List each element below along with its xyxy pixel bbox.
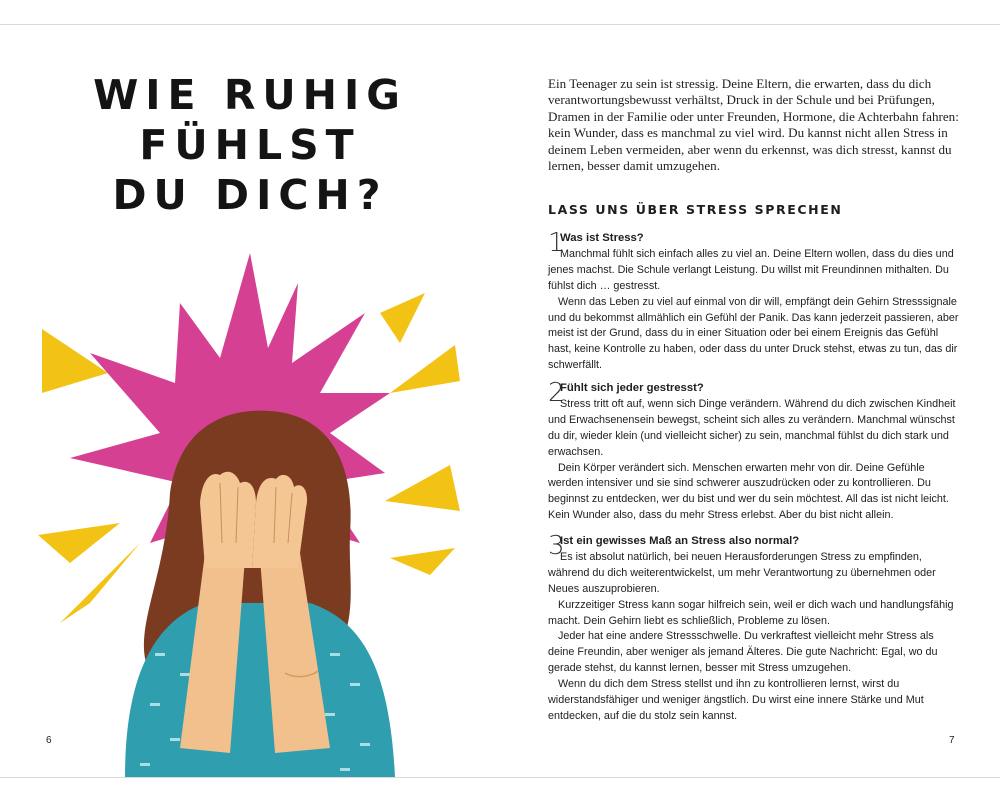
intro-paragraph: Ein Teenager zu sein ist stressig. Deine Eltern, die erwarten, dass du dich verantwortungsbewusst verhältst, Druck in der Schule und bei Prüfungen, Dramen in der Familie oder unter Freunden, Hormone, die Achterbahn fahren: kein Wunder, dass es manchmal zu viel wird. Du kannst nicht allen Stress in deinem Leben vermeiden, aber wenn du erkennst, was dich stresst, kannst du lernen, besser damit umzugehen. <box>548 76 959 174</box>
question-paragraph: Manchmal fühlt sich einfach alles zu viel an. Deine Eltern wollen, dass du dies und jenes machst. Die Schule verlangt Leistung. Du willst mit Freundinnen mithalten. Du fühlst dich … gestresst. <box>548 247 954 292</box>
book-spread <box>0 24 1000 778</box>
page-title <box>0 70 500 220</box>
question-title: Fühlt sich jeder gestresst? <box>560 382 704 394</box>
question-block-1 <box>548 228 960 374</box>
title-line-1: WIE RUHIG <box>93 71 407 119</box>
ray-left-low <box>38 523 120 563</box>
question-paragraph: Wenn das Leben zu viel auf einmal von dir will, empfängt dein Gehirn Stresssignale und du bekommst allmählich ein Gefühl der Panik. Das kann jederzeit passieren, aber meist ist der Grund, dass du in einer Situation oder bei einem Ereignis das Gefühl hast, keine Kontrolle zu haben, oder dass du unter Druck stehst, etwas zu tun, das dir schwerfällt. <box>548 295 959 372</box>
right-page <box>500 25 1000 777</box>
question-number: 2 <box>548 378 565 408</box>
ray-right-top <box>380 293 425 343</box>
left-hand <box>200 472 256 568</box>
ray-right-low <box>385 465 460 511</box>
question-number: 3 <box>548 531 565 561</box>
question-paragraph: Dein Körper verändert sich. Menschen erwarten mehr von dir. Deine Gefühle werden intensiver und sie sind schwerer auszudrücken oder zu kontrollieren. Du beginnst zu entdecken, wer du bist und wer du sein möchtest. All das ist nicht leicht. Kein Wunder also, dass du mehr Stress erlebst. Aber du bist nicht allein. <box>548 461 949 522</box>
question-paragraph: Kurzzeitiger Stress kann sogar hilfreich sein, weil er dich wach und handlungsfähig macht. Dein Gehirn liebt es schließlich, Probleme zu lösen. <box>548 598 954 627</box>
right-hand <box>252 475 307 568</box>
question-paragraph: Es ist absolut natürlich, bei neuen Herausforderungen Stress zu empfinden, während du dich weiterentwickelst, um mehr Verantwortung zu übernehmen oder Neues auszuprobieren. <box>548 550 936 595</box>
left-page <box>0 25 500 777</box>
question-block-2 <box>548 378 960 524</box>
page-number-right: 7 <box>949 735 955 746</box>
question-title: Ist ein gewisses Maß an Stress also normal? <box>560 535 800 547</box>
title-line-3: DU DICH? <box>112 171 388 219</box>
question-title: Was ist Stress? <box>560 232 644 244</box>
ray-right-bottom <box>390 548 455 575</box>
question-number: 1 <box>548 228 565 258</box>
page-number-left: 6 <box>46 735 52 746</box>
question-paragraph: Jeder hat eine andere Stressschwelle. Du verkraftest vielleicht mehr Stress als deine Freundin, aber weniger als jemand Älteres. Die gute Nachricht: Egal, wo du gerade stehst, du kannst lernen, besser mit Stress umzugehen. <box>548 630 938 675</box>
title-line-2: FÜHLST <box>139 121 361 169</box>
girl-covering-face-illustration <box>30 243 470 777</box>
section-heading: LASS UNS ÜBER STRESS SPRECHEN <box>548 202 843 217</box>
question-paragraph: Stress tritt oft auf, wenn sich Dinge verändern. Während du dich zwischen Kindheit und Erwachsenensein bewegst, scheint sich alles zu verändern. Manchmal wünschst du dir, wieder klein (und vielleicht sicher) zu sein, manchmal fühlst du dich stark und erwachsen. <box>548 397 956 458</box>
question-block-3 <box>548 531 960 725</box>
ray-right-mid <box>390 345 460 393</box>
question-paragraph: Wenn du dich dem Stress stellst und ihn zu kontrollieren lernst, wirst du widerstandsfähiger und weniger ängstlich. Du wirst eine innere Stärke und Mut entdecken, auf die du stolz sein kannst. <box>548 678 924 722</box>
